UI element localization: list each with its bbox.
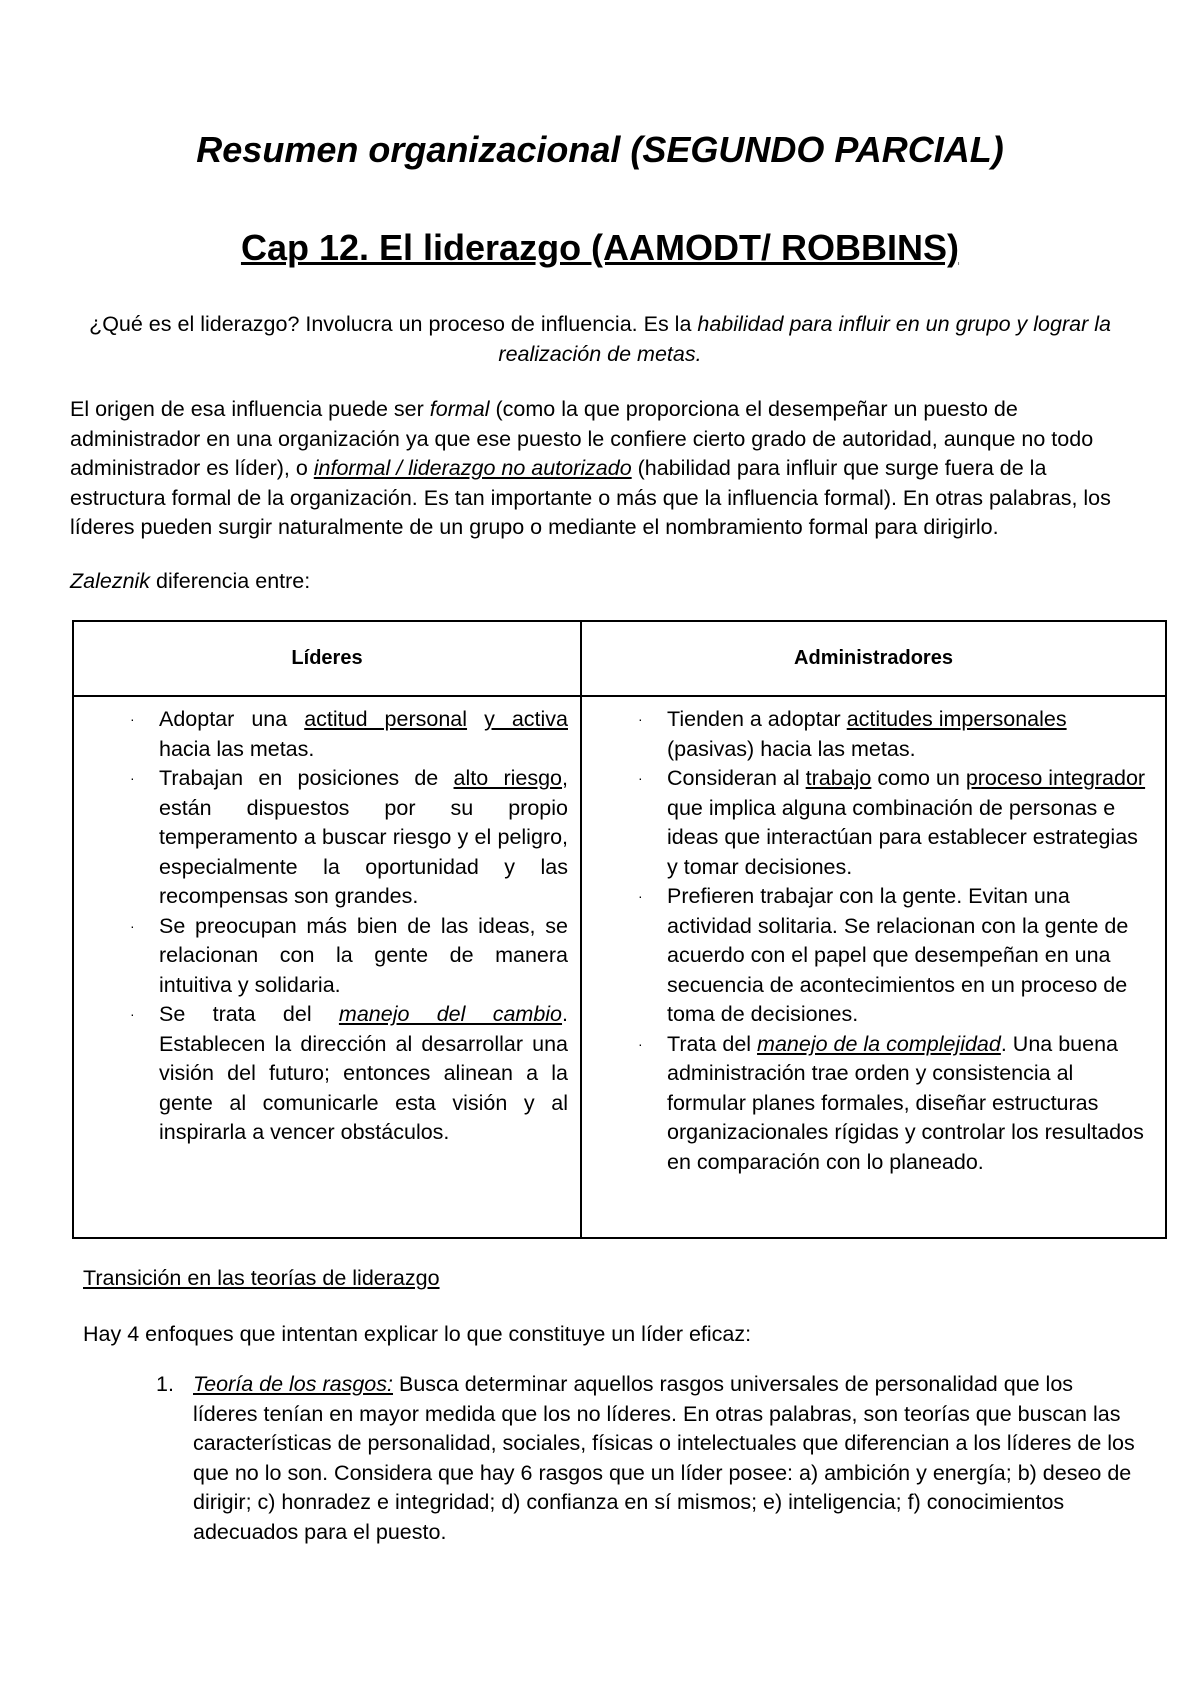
leaders-cell xyxy=(73,696,581,1238)
origin-paragraph xyxy=(70,395,1130,543)
list-item: · Adoptar una actitud personal y activa hacia las metas. xyxy=(130,707,568,761)
intro-text: ¿Qué es el liderazgo? Involucra un proceso de influencia. Es la xyxy=(89,312,698,336)
list-item: · Consideran al trabajo como un proceso integrador que implica alguna combinación de personas e ideas que interactúan para establecer estrategias y tomar decisiones. xyxy=(638,766,1146,879)
document-title: Resumen organizacional (SEGUNDO PARCIAL) xyxy=(196,129,1004,170)
section-title: Transición en las teorías de liderazgo xyxy=(83,1266,440,1290)
approaches-intro: Hay 4 enfoques que intentan explicar lo que constituye un líder eficaz: xyxy=(83,1322,752,1346)
list-item: · Tienden a adoptar actitudes impersonales (pasivas) hacia las metas. xyxy=(638,707,1067,761)
leaders-vs-administrators-table xyxy=(72,620,1167,1239)
bullet-icon: · xyxy=(638,888,643,904)
table-header-leaders: Líderes xyxy=(73,621,581,696)
administrators-cell xyxy=(581,696,1166,1238)
origin-text-3: (habilidad para influir que surge fuera de la estructura formal de la organización. Es tan importante o más que la influencia formal). En otras palabras, los líderes pueden surgir naturalmente de un grupo o mediante el nombramiento formal para dirigirlo. xyxy=(70,456,1111,539)
bullet-icon: · xyxy=(638,711,643,727)
list-item: · Trabajan en posiciones de alto riesgo, están dispuestos por su propio temperamento a buscar riesgo y el peligro, especialmente la oportunidad y las recompensas son grandes. xyxy=(130,766,568,908)
origin-text-1: El origen de esa influencia puede ser xyxy=(70,397,430,421)
zaleznik-name: Zaleznik xyxy=(70,569,151,593)
list-item: · Trata del manejo de la complejidad. Una buena administración trae orden y consistencia al formular planes formales, diseñar estructuras organizacionales rígidas y controlar los resultados en comparación con lo planeado. xyxy=(638,1031,1144,1174)
bullet-icon: · xyxy=(130,1006,135,1022)
chapter-title: Cap 12. El liderazgo (AAMODT/ ROBBINS) xyxy=(240,227,960,268)
bullet-icon: · xyxy=(638,1035,643,1052)
theories-list xyxy=(150,1370,1140,1547)
theory-text: Busca determinar aquellos rasgos universales de personalidad que los líderes tenían en mayor medida que los no líderes. En otras palabras, son teorías que buscan las características de personalidad, sociales, físicas o intelectuales que diferencian a los líderes de los que no lo son. Considera que hay 6 rasgos que un líder posee: a) ambición y energía; b) deseo de dirigir; c) honradez e integridad; d) confianza en sí mismos; e) inteligencia; f) conocimientos adecuados para el puesto. xyxy=(193,1372,1135,1544)
bullet-icon: · xyxy=(638,770,643,786)
origin-informal: informal / liderazgo no autorizado xyxy=(313,456,632,480)
origin-text-2: (como la que proporciona el desempeñar un puesto de administrador en una organización ya que ese puesto le confiere cierto grado de autoridad, aunque no todo administrador es líder), o xyxy=(70,397,1094,480)
bullet-icon: · xyxy=(130,917,135,934)
bullet-icon: · xyxy=(130,770,135,786)
administrators-list xyxy=(592,705,1153,1177)
list-item xyxy=(150,1370,1140,1547)
list-item: · Se trata del manejo del cambio. Establecen la dirección al desarrollar una visión del futuro; entonces alinean a la gente al comunicarle esta visión y al inspirarla a vencer obstáculos. xyxy=(130,1002,568,1144)
list-item: · Se preocupan más bien de las ideas, se relacionan con la gente de manera intuitiva y solidaria. xyxy=(130,913,568,997)
table-header-administrators: Administradores xyxy=(581,621,1166,696)
list-item: · Prefieren trabajar con la gente. Evitan una actividad solitaria. Se relacionan con la gente de acuerdo con el papel que desempeñan en una secuencia de acontecimientos en un proceso de toma de decisiones. xyxy=(638,884,1129,1026)
intro-definition: habilidad para influir en un grupo y lograr la realización de metas. xyxy=(498,312,1111,366)
origin-formal: formal xyxy=(429,397,490,421)
zaleznik-paragraph xyxy=(70,567,1130,597)
leaders-list xyxy=(84,705,568,1148)
intro-paragraph xyxy=(70,310,1130,369)
zaleznik-text: diferencia entre: xyxy=(150,569,311,593)
bullet-icon: · xyxy=(130,711,135,727)
theory-name: Teoría de los rasgos: xyxy=(193,1372,393,1396)
list-number: 1. xyxy=(156,1372,174,1396)
